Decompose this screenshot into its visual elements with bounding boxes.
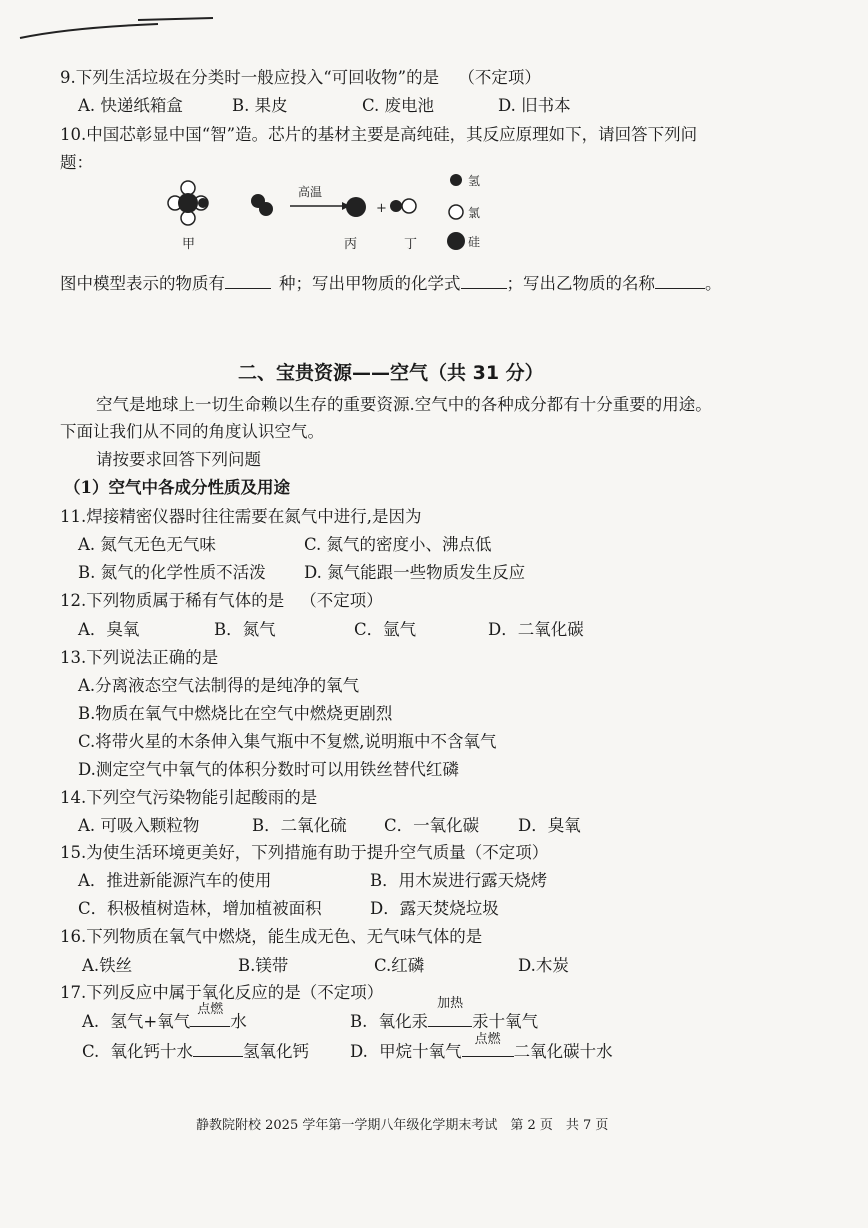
q11-option-b[interactable]: B. 氮气的化学性质不活泼	[78, 563, 266, 582]
q15-option-a[interactable]: A．推进新能源汽车的使用	[78, 871, 272, 890]
q15-option-c[interactable]: C．积极植树造林，增加植被面积	[78, 899, 322, 918]
q13-option-c[interactable]: C.将带火星的木条伸入集气瓶中不复燃,说明瓶中不含氧气	[78, 732, 497, 751]
q17-b-products: 汞十氧气	[472, 1012, 539, 1031]
q9-option-c[interactable]: C. 废电池	[362, 96, 435, 115]
q17-d-label: D.	[350, 1042, 368, 1061]
q11-stem: 11.焊接精密仪器时往往需要在氮气中进行,是因为	[60, 507, 422, 526]
q11-option-c[interactable]: C. 氮气的密度小、沸点低	[304, 535, 492, 554]
q13-option-b[interactable]: B.物质在氧气中燃烧比在空气中燃烧更剧烈	[78, 704, 393, 723]
q10-stem-line1: 10.中国芯彰显中国“智”造。芯片的基材主要是高纯硅，其反应原理如下，请回答下列问	[60, 125, 698, 144]
q9-option-d[interactable]: D. 旧书本	[498, 96, 571, 115]
q10-answer-text-1: 图中模型表示的物质有	[60, 274, 225, 293]
q9-option-b[interactable]: B. 果皮	[232, 96, 288, 115]
section-2-intro-line2: 下面让我们从不同的角度认识空气。	[60, 422, 324, 441]
label-jia: 甲	[182, 237, 196, 252]
q17-option-b[interactable]	[350, 996, 539, 1032]
q12-option-a[interactable]: A．臭氧	[78, 620, 140, 639]
q14-option-c[interactable]: C．一氧化碳	[384, 816, 480, 835]
q10-blank-count[interactable]	[225, 274, 271, 289]
q17-stem: 17.下列反应中属于氧化反应的是（不定项）	[60, 983, 384, 1002]
q10-blank-formula[interactable]	[461, 274, 507, 289]
q10-blank-name[interactable]	[655, 274, 705, 289]
reaction-model-diagram	[160, 168, 520, 258]
q16-option-d[interactable]: D.木炭	[518, 956, 569, 975]
q17-c-products: 氢氧化钙	[243, 1042, 310, 1061]
page-footer: 静教院附校 2025 学年第一学期八年级化学期末考试 第 2 页 共 7 页	[196, 1118, 609, 1133]
q17-a-products: 水	[230, 1012, 247, 1031]
q17-c-reactants: 氧化钙十水	[110, 1042, 194, 1061]
q17-option-d[interactable]	[350, 1032, 613, 1062]
q11-option-a[interactable]: A. 氮气无色无气味	[78, 535, 216, 554]
legend-hydrogen: 氢	[468, 174, 481, 188]
label-ding: 丁	[404, 237, 418, 252]
q17-d-condition: 点燃	[474, 1032, 501, 1047]
label-bing: 丙	[344, 237, 358, 252]
molecule-yi	[251, 194, 273, 216]
q16-option-a[interactable]: A.铁丝	[82, 956, 133, 975]
legend-chlorine: 氯	[468, 206, 481, 220]
q11-option-d[interactable]: D. 氮气能跟一些物质发生反应	[304, 563, 526, 582]
q17-b-reactants: 氧化汞	[378, 1012, 429, 1031]
q13-option-a[interactable]: A.分离液态空气法制得的是纯净的氧气	[78, 676, 360, 695]
q12-stem	[60, 591, 383, 611]
q17-option-a[interactable]	[82, 1002, 247, 1032]
q12-option-b[interactable]: B．氮气	[214, 620, 276, 639]
reaction-condition: 高温	[298, 185, 323, 199]
q13-stem: 13.下列说法正确的是	[60, 648, 219, 667]
section-2-title: 二、宝贵资源——空气（共 31 分）	[238, 362, 544, 384]
q9-option-a[interactable]: A. 快递纸箱盒	[78, 96, 183, 115]
q13-option-d[interactable]: D.测定空气中氧气的体积分数时可以用铁丝替代红磷	[78, 760, 459, 779]
q15-stem: 15.为使生活环境更美好，下列措施有助于提升空气质量（不定项）	[60, 843, 549, 862]
q10-answer-text-3: ；写出乙物质的名称	[506, 274, 655, 293]
corner-scribble	[18, 16, 218, 46]
q16-option-b[interactable]: B.镁带	[238, 956, 289, 975]
q17-a-label: A.	[82, 1012, 100, 1031]
molecule-ding	[390, 199, 416, 213]
q10-answer-text-4: 。	[705, 274, 722, 293]
q10-stem-line2: 题：	[60, 153, 93, 172]
molecule-bing	[346, 197, 366, 217]
q15-option-d[interactable]: D．露天焚烧垃圾	[370, 899, 499, 918]
q10-answer-text-2: 种；写出甲物质的化学式	[279, 274, 461, 293]
q12-tag: （不定项）	[300, 591, 383, 610]
q17-d-products: 二氧化碳十水	[513, 1042, 613, 1061]
q16-option-c[interactable]: C.红磷	[374, 956, 425, 975]
q14-option-d[interactable]: D．臭氧	[518, 816, 581, 835]
legend-silicon: 硅	[468, 235, 481, 249]
section-2-instruction: 请按要求回答下列问题	[96, 450, 261, 469]
q17-d-reactants: 甲烷十氧气	[379, 1042, 462, 1061]
q9-stem	[60, 68, 541, 88]
q12-option-d[interactable]: D．二氧化碳	[488, 620, 584, 639]
q17-a-reactants: 氢气+氧气	[110, 1012, 191, 1031]
q17-c-label: C.	[82, 1042, 100, 1061]
q14-option-b[interactable]: B．二氧化硫	[252, 816, 347, 835]
q12-stem-text: 12.下列物质属于稀有气体的是	[60, 591, 285, 610]
plus-sign: +	[376, 201, 387, 216]
q14-stem: 14.下列空气污染物能引起酸雨的是	[60, 788, 318, 807]
diagram-legend	[447, 174, 480, 250]
q15-option-b[interactable]: B．用木炭进行露天烧烤	[370, 871, 548, 890]
q10-answer-line	[60, 274, 722, 294]
q9-stem-text: 9.下列生活垃圾在分类时一般应投入“可回收物”的是	[60, 68, 440, 87]
q9-tag: （不定项）	[458, 68, 541, 87]
q17-b-label: B.	[350, 1012, 368, 1031]
section-2-intro-line1: 空气是地球上一切生命赖以生存的重要资源.空气中的各种成分都有十分重要的用途。	[96, 395, 712, 414]
section-2-subheading: （1）空气中各成分性质及用途	[64, 478, 290, 497]
q14-option-a[interactable]: A. 可吸入颗粒物	[78, 816, 200, 835]
q12-option-c[interactable]: C．氩气	[354, 620, 417, 639]
q17-a-condition: 点燃	[197, 1002, 224, 1017]
q17-b-condition: 加热	[437, 996, 464, 1011]
q16-stem: 16.下列物质在氧气中燃烧，能生成无色、无气味气体的是	[60, 927, 483, 946]
molecule-jia	[168, 181, 208, 225]
q17-option-c[interactable]	[82, 1042, 309, 1062]
